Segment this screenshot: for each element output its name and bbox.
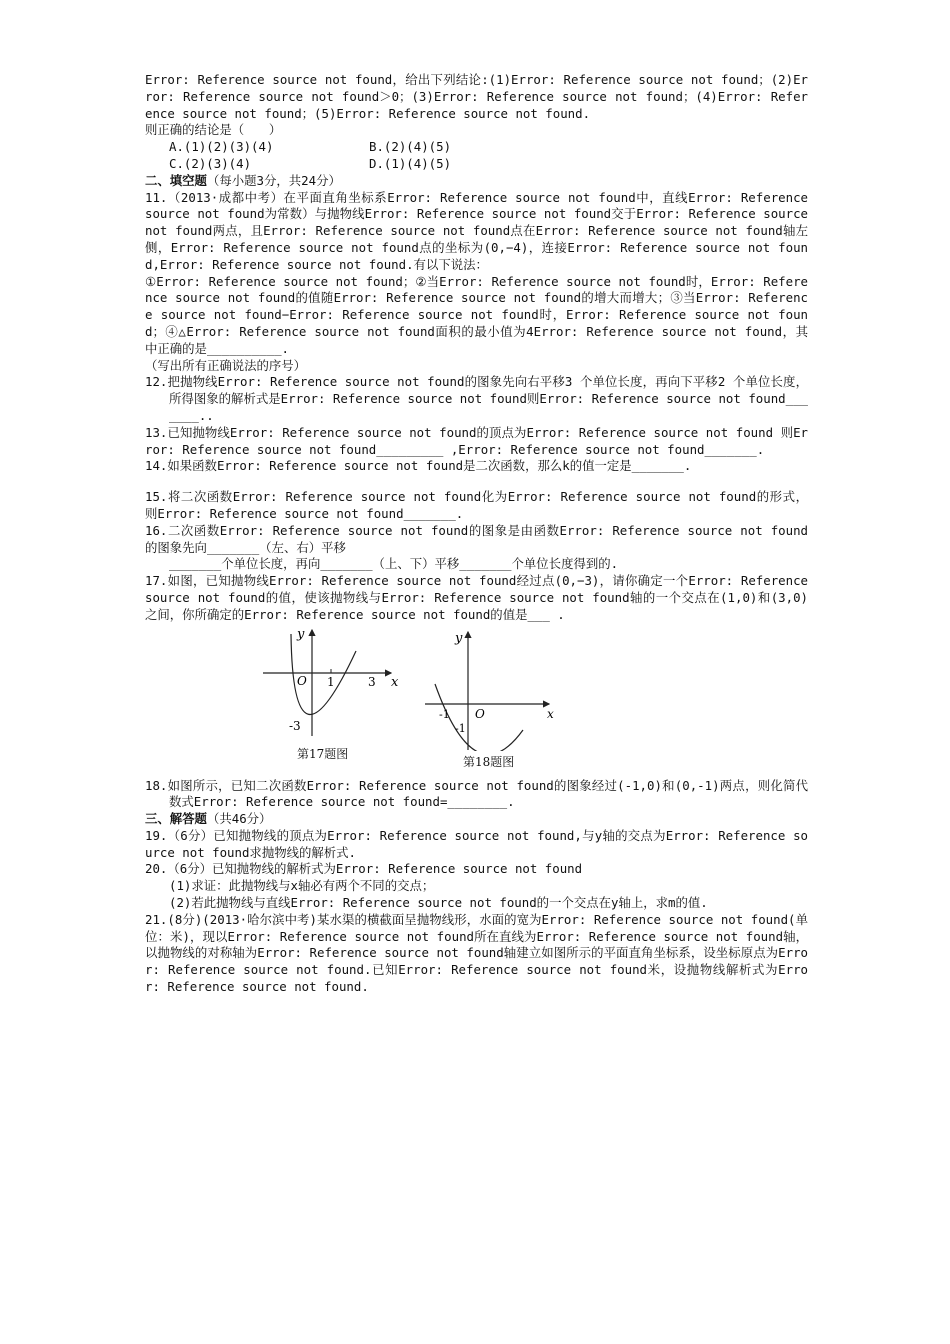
figure-17-caption: 第17题图 bbox=[297, 746, 349, 761]
fig18-y-minus1-label: -1 bbox=[455, 721, 466, 735]
figures-row bbox=[145, 626, 808, 776]
fig17-tick-label-1: 1 bbox=[327, 674, 335, 689]
section-2-title: 二、填空题 bbox=[145, 172, 207, 188]
section-3-note: （共46分） bbox=[206, 811, 272, 827]
q10-options-row1 bbox=[145, 139, 808, 156]
q20-part1: (1)求证：此抛物线与x轴必有两个不同的交点； bbox=[169, 878, 435, 894]
q20: 20.（6分）已知抛物线的解析式为Error: Reference source not found bbox=[145, 861, 583, 877]
spacer bbox=[145, 475, 808, 489]
fig17-x-label: x bbox=[391, 674, 399, 690]
fig18-x-minus1-label: -1 bbox=[439, 707, 450, 721]
figure-17 bbox=[261, 626, 401, 741]
fig17-origin-label: O bbox=[297, 673, 307, 688]
q10-options-row2 bbox=[145, 156, 808, 173]
q19: 19.（6分）已知抛物线的顶点为Error: Reference source not found,与y轴的交点为Error: Reference source not found求抛物线的解析式. bbox=[145, 827, 808, 860]
fig18-x-label: x bbox=[547, 706, 554, 721]
q18: 18.如图所示，已知二次函数Error: Reference source not found的图象经过(-1,0)和(0,-1)两点，则化简代数式Error: Reference source not found=________. bbox=[145, 777, 808, 810]
q10-option-d: D.(1)(4)(5) bbox=[369, 155, 452, 171]
q16-line2: _______个单位长度，再向_______（上、下）平移_______个单位长度得到的. bbox=[169, 556, 619, 572]
fig17-y-label: y bbox=[297, 626, 305, 642]
figure-18 bbox=[415, 626, 555, 751]
q11-stem: 11.（2013·成都中考）在平面直角坐标系Error: Reference source not found中，直线Error: Reference source not found为常数）与抛物线Error: Reference source not found交于Error: Reference source not found两点，且Error: Reference source not found点在Error: Reference source not found轴左侧，Error: Reference source not found点的坐标为(0,−4)，连接Error: Reference source not found,Error: Reference source not found.有以下说法： bbox=[145, 189, 808, 272]
document-page bbox=[145, 72, 808, 996]
figure-18-caption: 第18题图 bbox=[463, 754, 515, 769]
fig17-tick-label-3: 3 bbox=[368, 674, 376, 689]
q15: 15.将二次函数Error: Reference source not found化为Error: Reference source not found的形式，则Error: Reference source not found_______. bbox=[145, 489, 808, 521]
q17: 17.如图，已知抛物线Error: Reference source not found经过点(0,−3)，请你确定一个Error: Reference source not found的值，使该抛物线与Error: Reference source not found轴的一个交点在(1,0)和(3,0)之间，你所确定的Error: Reference source not found的值是___ . bbox=[145, 573, 808, 622]
q11-statements: ①Error: Reference source not found；②当Error: Reference source not found时，Error: Reference source not found的值随Error: Reference source not found的增大而增大；③当Error: Reference source not found−Error: Reference source not found时，Error: Reference source not found；④△Error: Reference source not found面积的最小值为4Error: Reference source not found，其中正确的是__________. bbox=[145, 273, 808, 356]
q10-option-b: B.(2)(4)(5) bbox=[369, 139, 452, 155]
q10-option-c: C.(2)(3)(4) bbox=[169, 155, 252, 171]
section-2-heading bbox=[145, 173, 808, 190]
q10-option-a: A.(1)(2)(3)(4) bbox=[169, 139, 274, 155]
q10-conclusions: Error: Reference source not found，给出下列结论:(1)Error: Reference source not found；(2)Error: Reference source not found＞0；(3)Error: Reference source not found；(4)Error: Reference source not found；(5)Error: Reference source not found. bbox=[145, 72, 808, 121]
section-2-note: （每小题3分，共24分） bbox=[206, 172, 341, 188]
q12: 12.把抛物线Error: Reference source not found的图象先向右平移3 个单位长度，再向下平移2 个单位长度，所得图象的解析式是Error: Reference source not found则Error: Reference source not found_______.. bbox=[145, 374, 808, 423]
section-3-heading bbox=[145, 811, 808, 828]
fig18-y-label: y bbox=[455, 630, 463, 646]
q20-part2: (2)若此抛物线与直线Error: Reference source not found的一个交点在y轴上，求m的值. bbox=[169, 895, 708, 911]
fig17-y-intercept-label: -3 bbox=[289, 718, 301, 733]
q13: 13.已知抛物线Error: Reference source not found的顶点为Error: Reference source not found 则Error: Reference source not found_________ ,Error: Reference source not found_______. bbox=[145, 424, 808, 457]
section-3-title: 三、解答题 bbox=[145, 811, 207, 827]
fig18-origin-label: O bbox=[475, 706, 485, 721]
q16-line1: 16.二次函数Error: Reference source not found的图象是由函数Error: Reference source not found的图象先向_______（左、右）平移 bbox=[145, 522, 808, 555]
q14: 14.如果函数Error: Reference source not found是二次函数，那么k的值一定是_______. bbox=[145, 458, 692, 474]
q11-note: （写出所有正确说法的序号） bbox=[145, 357, 307, 373]
q21: 21.(8分)(2013·哈尔滨中考)某水渠的横截面呈抛物线形，水面的宽为Error: Reference source not found(单位：米)，现以Error: Reference source not found所在直线为Error: Reference source not found轴，以抛物线的对称轴为Error: Reference source not found轴建立如图所示的平面直角坐标系，设坐标原点为Error: Reference source not found.已知Error: Reference source not found米，设抛物线解析式为Error: Reference source not found. bbox=[145, 911, 808, 995]
q10-prompt: 则正确的结论是（ ） bbox=[145, 122, 282, 138]
